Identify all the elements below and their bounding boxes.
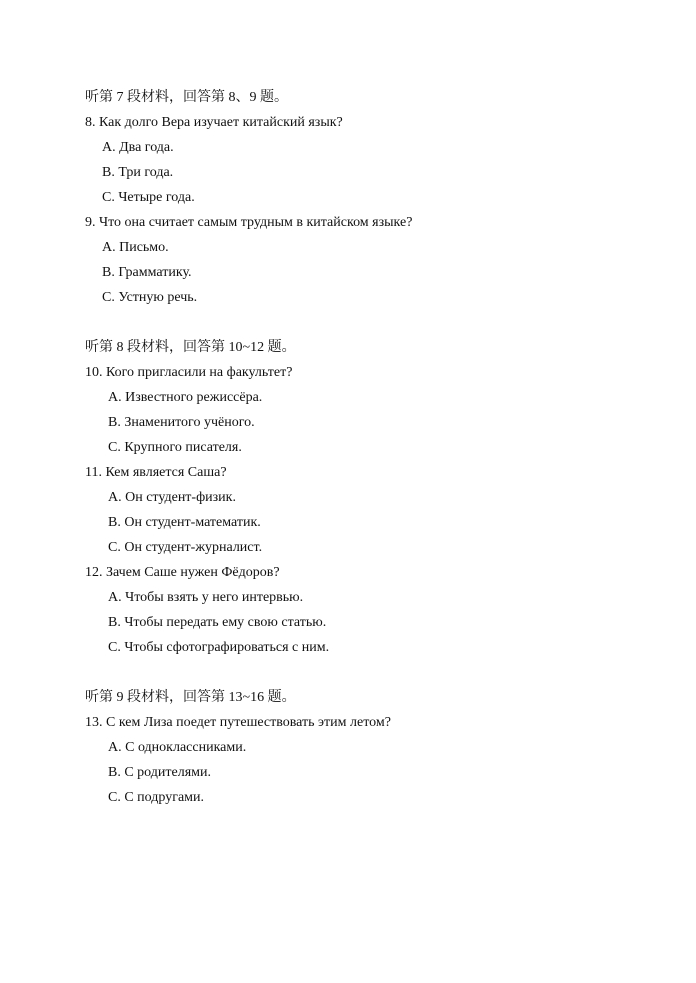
answer-option: B. Грамматику. xyxy=(102,265,192,280)
section-heading: 听第 8 段材料，回答第 10~12 题。 xyxy=(85,340,296,355)
answer-option: B. С родителями. xyxy=(108,765,211,780)
question-text: 13. С кем Лиза поедет путешествовать этим летом? xyxy=(85,715,391,730)
answer-option: C. Четыре года. xyxy=(102,190,195,205)
answer-option: C. Устную речь. xyxy=(102,290,198,305)
question-text: 9. Что она считает самым трудным в китайском языке? xyxy=(85,215,413,230)
answer-option: B. Три года. xyxy=(102,165,174,180)
question-text: 8. Как долго Вера изучает китайский язык? xyxy=(85,115,343,130)
section-heading: 听第 9 段材料，回答第 13~16 题。 xyxy=(85,690,296,705)
answer-option: A. Письмо. xyxy=(102,240,169,255)
answer-option: A. Два года. xyxy=(102,140,174,155)
section-heading: 听第 7 段材料，回答第 8、9 题。 xyxy=(85,90,288,105)
answer-option: A. С одноклассниками. xyxy=(108,740,247,755)
answer-option: B. Чтобы передать ему свою статью. xyxy=(108,615,327,630)
question-text: 12. Зачем Саше нужен Фёдоров? xyxy=(85,565,280,580)
answer-option: C. Он студент-журналист. xyxy=(108,540,263,555)
answer-option: C. С подругами. xyxy=(108,790,205,805)
answer-option: B. Знаменитого учёного. xyxy=(108,415,255,430)
answer-option: C. Чтобы сфотографироваться с ним. xyxy=(108,640,330,655)
question-text: 10. Кого пригласили на факультет? xyxy=(85,365,293,380)
answer-option: C. Крупного писателя. xyxy=(108,440,242,455)
answer-option: A. Известного режиссёра. xyxy=(108,390,263,405)
answer-option: B. Он студент-математик. xyxy=(108,515,261,530)
answer-option: A. Он студент-физик. xyxy=(108,490,236,505)
question-text: 11. Кем является Саша? xyxy=(85,465,227,480)
answer-option: A. Чтобы взять у него интервью. xyxy=(108,590,304,605)
